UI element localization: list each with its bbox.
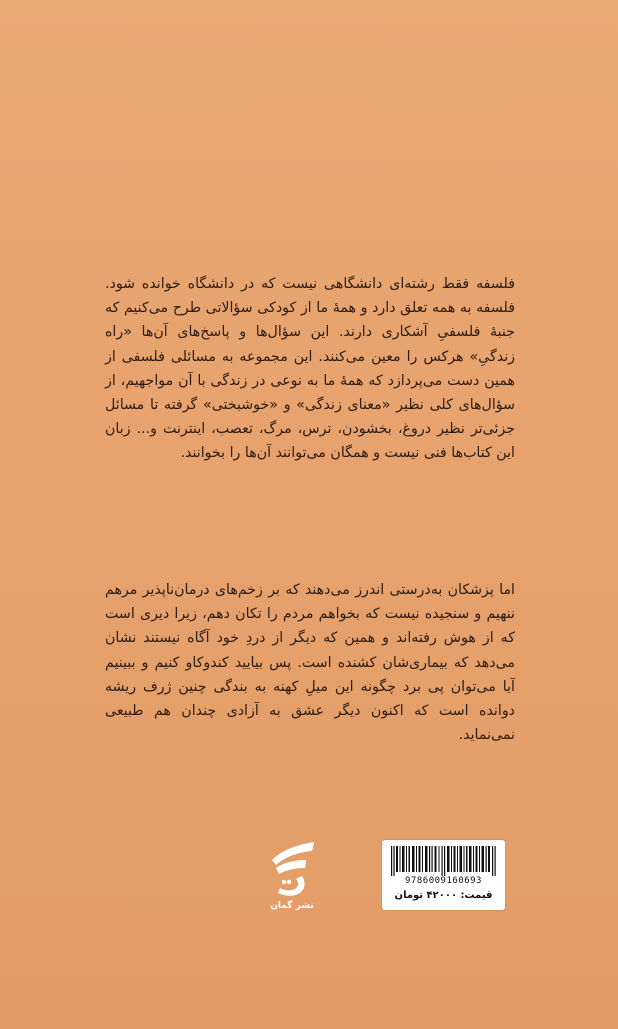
description-paragraph-1 <box>105 272 515 466</box>
description-text-1: فلسفه فقط رشته‌ای دانشگاهی نیست که در دانشگاه خوانده شود. فلسفه به همه تعلق دارد و همهٔ ما از کودکی سؤالاتی طرح می‌کنیم که جنبهٔ فلسفیِ آشکاری دارند. این سؤال‌ها و پاسخ‌های آن‌ها «راه زندگیِ» هرکس را معین می‌کنند. این مجموعه به مسائلی فلسفی از همین دست می‌پردازد که همهٔ ما به نوعی در زندگی با آن مواجهیم، از سؤال‌های کلی نظیر «معنای زندگی» و «خوشبختی» گرفته تا مسائل جزئی‌تر نظیر دروغ، بخشودن، ترس، مرگ، تعصب، اینترنت و... زبان این کتاب‌ها فنی نیست و همگان می‌توانند آن‌ها را بخوانند. <box>105 276 515 462</box>
price-label: قیمت: <box>460 890 493 901</box>
publisher-name: نشر گمان <box>270 901 314 910</box>
description-paragraph-2 <box>105 578 515 747</box>
publisher-logo-icon <box>262 838 322 910</box>
barcode-icon <box>391 846 496 876</box>
price-value: ۴۲۰۰۰ <box>426 890 458 901</box>
description-text-2: اما پزشکان به‌درستی اندرز می‌دهند که بر زخم‌های درمان‌ناپذیر مرهم ننهیم و سنجیده نیست که بخواهم مردم را تکان دهم، زیرا دیری است که از هوش رفته‌اند و همین که دیگر از دردِ خود آگاه نیستند نشان می‌دهد که بیماری‌شان کشنده است. پس بیایید کندوکاو کنیم و ببینیم آیا می‌توان پی برد چگونه این میلِ کهنه به بندگی چنین ژرف ریشه دوانده است که اکنون دیگر عشق به آزادی چندان هم طبیعی نمی‌نماید. <box>105 582 515 744</box>
barcode-sticker <box>382 840 505 910</box>
isbn-number: 9786009160693 <box>405 876 482 886</box>
price-line <box>382 890 505 901</box>
price-currency: تومان <box>394 890 424 901</box>
publisher-logo <box>262 838 322 910</box>
